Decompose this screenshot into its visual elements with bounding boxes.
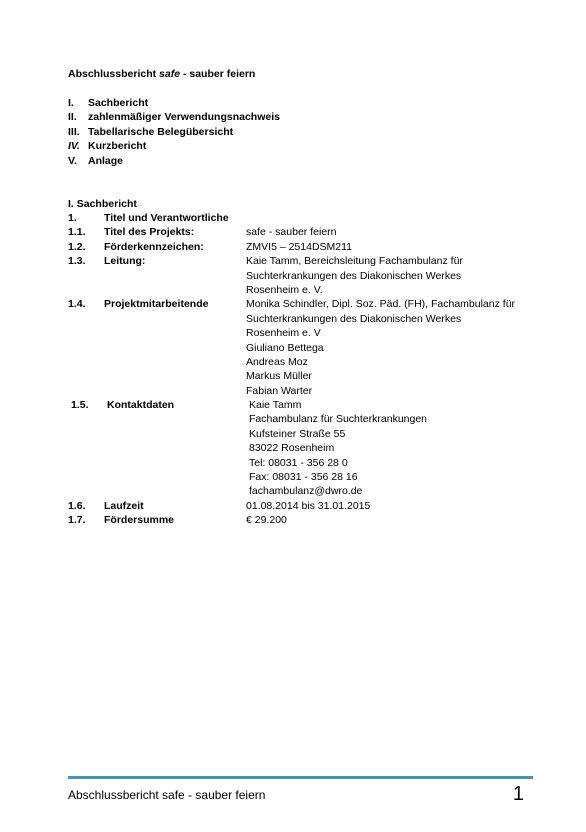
detail-value (246, 513, 538, 527)
detail-number: 1. (68, 212, 77, 224)
detail-value-line: € 29.200 (246, 514, 287, 527)
detail-row (68, 499, 538, 513)
detail-value-line: ZMVI5 – 2514DSM211 (246, 240, 353, 253)
detail-value-line: Fabian Warter (246, 384, 313, 397)
detail-value-line: fachambulanz@dwro.de (249, 485, 363, 498)
detail-value-line: Kaie Tamm (249, 399, 302, 412)
detail-value-line: Kufsteiner Straße 55 (249, 427, 346, 440)
detail-value-line: 01.08.2014 bis 31.01.2015 (246, 499, 371, 512)
detail-value (246, 225, 538, 239)
detail-row (68, 513, 538, 527)
detail-number: 1.3. (68, 255, 86, 268)
detail-value-line: Suchterkrankungen des Diakonischen Werkes (246, 269, 462, 282)
detail-row (68, 225, 538, 239)
toc-item (68, 96, 280, 110)
title-italic: safe (159, 68, 181, 80)
toc-number: V. (68, 154, 77, 167)
toc-label: Kurzbericht (88, 140, 147, 153)
toc-number: III. (68, 125, 80, 138)
detail-value (246, 254, 538, 297)
detail-value (246, 211, 538, 225)
detail-value-line: Andreas Moz (246, 355, 308, 368)
detail-value (246, 240, 538, 254)
detail-value (246, 499, 538, 513)
title-suffix: - sauber feiern (180, 68, 256, 80)
detail-label: Förderkennzeichen: (104, 240, 204, 253)
detail-row (68, 254, 538, 297)
detail-value-line: Fachambulanz für Suchterkrankungen (249, 413, 428, 426)
project-details (68, 211, 538, 528)
detail-label: Projektmitarbeitende (104, 298, 209, 311)
detail-value-line: Rosenheim e. V. (246, 283, 323, 296)
detail-value-line: Rosenheim e. V (246, 327, 321, 340)
detail-label: Leitung: (104, 255, 146, 268)
detail-value-line: Fax: 08031 - 356 28 16 (249, 471, 358, 484)
section-heading: I. Sachbericht (68, 198, 137, 210)
document-title (68, 67, 255, 81)
title-prefix: Abschlussbericht (68, 68, 160, 80)
detail-value-line: Monika Schindler, Dipl. Soz. Päd. (FH), Fachambulanz für (246, 298, 516, 311)
detail-number: 1.7. (68, 514, 86, 527)
detail-value-line: safe - sauber feiern (246, 226, 337, 239)
detail-number: 1.2. (68, 240, 86, 253)
detail-value-line: Giuliano Bettega (246, 341, 324, 354)
detail-number: 1.6. (68, 499, 86, 512)
detail-row (68, 240, 538, 254)
toc-item (68, 125, 280, 139)
detail-value-line: Kaie Tamm, Bereichsleitung Fachambulanz für (246, 255, 463, 268)
toc-item (68, 139, 280, 153)
detail-number: 1.5. (71, 399, 89, 412)
detail-row (68, 211, 538, 225)
toc-number: I. (68, 97, 74, 109)
toc-number: IV. (68, 140, 80, 153)
detail-label: Titel des Projekts: (104, 226, 195, 239)
toc-label: zahlenmäßiger Verwendungsnachweis (88, 111, 280, 124)
toc-label: Anlage (88, 154, 124, 167)
toc-number: II. (68, 111, 77, 124)
detail-value-line: Tel: 08031 - 356 28 0 (249, 456, 348, 469)
table-of-contents (68, 96, 280, 168)
footer-text: Abschlussbericht safe - sauber feiern (68, 788, 266, 802)
toc-label: Sachbericht (88, 97, 149, 109)
detail-value-line: Markus Müller (246, 370, 312, 383)
detail-label: Fördersumme (104, 514, 175, 527)
detail-row (68, 398, 538, 499)
detail-label: Laufzeit (104, 499, 144, 512)
detail-number: 1.1. (68, 226, 86, 239)
footer-divider (68, 776, 533, 779)
detail-row (68, 297, 538, 398)
toc-item (68, 154, 280, 168)
detail-value (246, 297, 538, 398)
page-number: 1 (512, 783, 524, 805)
toc-item (68, 110, 280, 124)
detail-value-line: 83022 Rosenheim (249, 442, 335, 455)
detail-value-line: Suchterkrankungen des Diakonischen Werkes (246, 312, 462, 325)
detail-label: Kontaktdaten (107, 399, 175, 412)
detail-label: Titel und Verantwortliche (104, 212, 229, 224)
detail-value (249, 398, 538, 499)
toc-label: Tabellarische Belegübersicht (88, 125, 234, 138)
detail-number: 1.4. (68, 298, 86, 311)
